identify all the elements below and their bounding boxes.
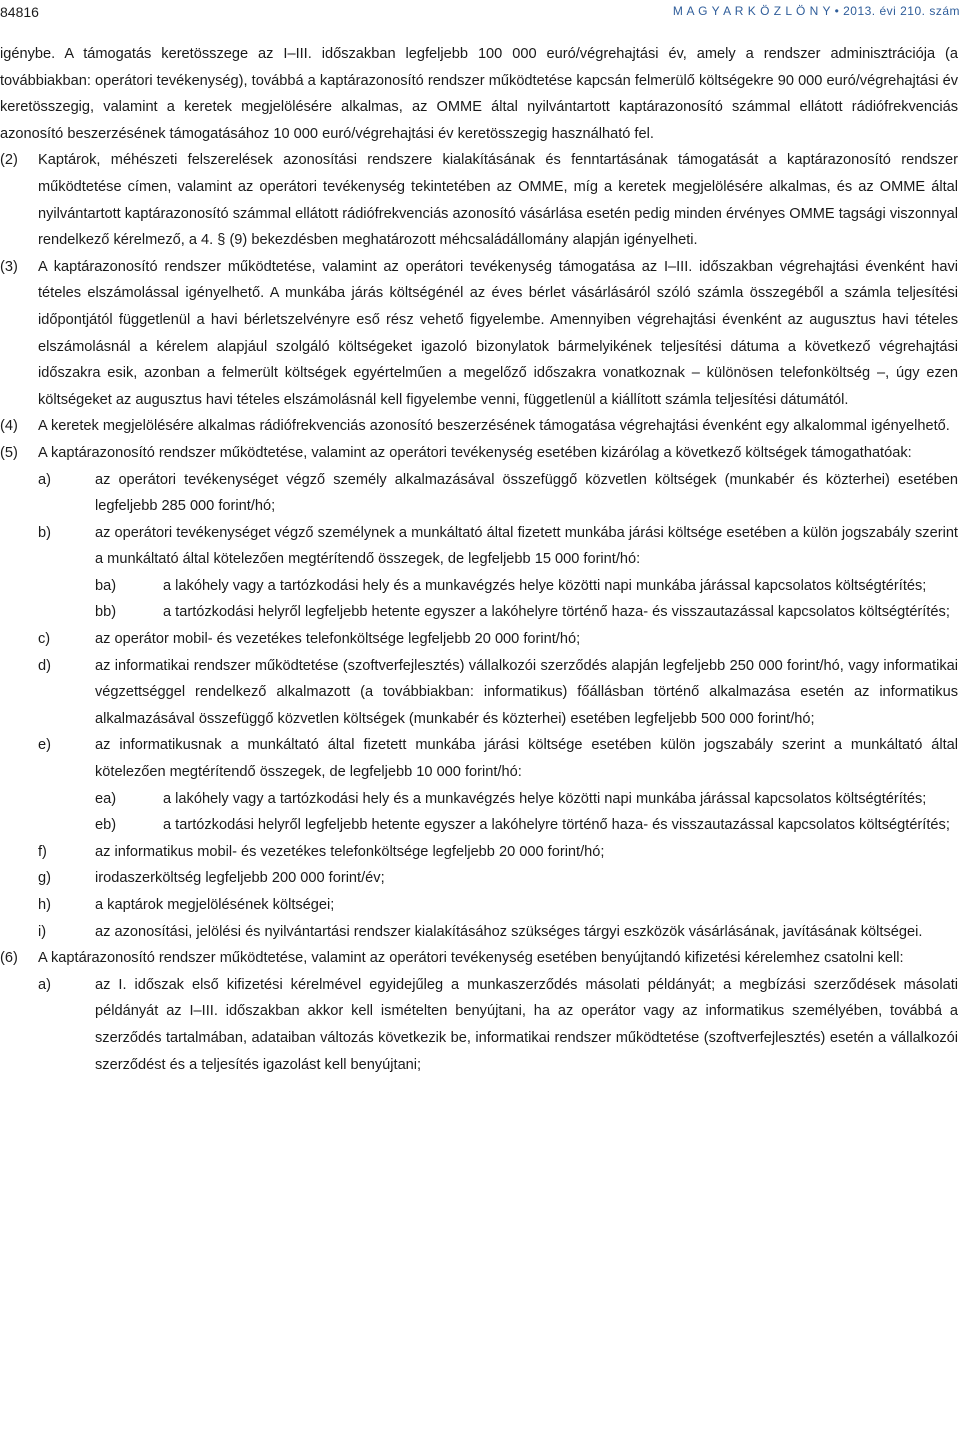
list-item-i: [0, 919, 958, 946]
intro-paragraph: igénybe. A támogatás keretösszege az I–III. időszakban legfeljebb 100 000 euró/végrehajtási év, amely a rendszer adminisztrációja (a továbbiakban: operátori tevékenység), továbbá a kaptárazonosító rendszer működtetése kapcsán felmerülő költségekre 90 000 euró/végrehajtási év keretösszegig, valamint a keretek megjelölésére alkalmas, az OMME által nyilvántartott kaptárazonosító számmal ellátott rádiófrekvenciás azonosító beszerzésének támogatásához 10 000 euró/végrehajtási év keretösszegig használható fel.: [0, 46, 958, 142]
list-text: az I. időszak első kifizetési kérelmével egyidejűleg a munkaszerződés másolati példányát; a megbízási szerződések másolati példányát az I–III. időszakban akkor kell ismételten benyújtani, ha az operátor vagy az informatikus személyében, továbbá a szerződés tartalmában, adataiban változás következik be, informatikai rendszer működtetése (szoftverfejlesztés) esetén a vállalkozói szerződést és a teljesítés igazolást kell benyújtani;: [95, 976, 958, 1073]
list-text: az informatikusnak a munkáltató által fizetett munkába járási költsége esetében külön jogszabály szerint a munkáltató által kötelezően megtérítendő összegek, de legfeljebb 10 000 forint/hó:: [95, 737, 958, 781]
list-item-a: [0, 467, 958, 520]
running-title: M A G Y A R K Ö Z L Ö N Y • 2013. évi 210. szám: [672, 4, 960, 18]
document-body: [0, 41, 958, 1078]
paragraph-number: (2): [0, 152, 18, 169]
list-item-ba: [0, 573, 958, 600]
list-text: a kaptárok megjelölésének költségei;: [95, 897, 335, 913]
list-item-d: [0, 653, 958, 733]
list-text: az operátori tevékenységet végző személy alkalmazásával összefüggő közvetlen költségek (munkabér és közterhei) esetében legfeljebb 285 000 forint/hó;: [95, 471, 958, 515]
list-text: irodaszerköltség legfeljebb 200 000 forint/év;: [95, 870, 385, 887]
list-item-e: [0, 732, 958, 785]
list-item-6a: [0, 972, 958, 1078]
list-item-f: [0, 839, 958, 866]
list-label: c): [38, 631, 51, 648]
list-label: eb): [95, 817, 117, 834]
list-label: h): [38, 897, 51, 913]
paragraph-2: [0, 147, 958, 253]
page-number: 84816: [0, 4, 39, 20]
list-item-c: [0, 626, 958, 653]
list-label: g): [38, 870, 51, 887]
paragraph-number: (5): [0, 444, 18, 461]
paragraph-number: (4): [0, 418, 18, 435]
paragraph-3: [0, 254, 958, 414]
list-label: a): [38, 471, 51, 488]
paragraph-text: A kaptárazonosító rendszer működtetése, valamint az operátori tevékenység esetében benyújtandó kifizetési kérelemhez csatolni kell:: [38, 950, 904, 967]
paragraph-text: A keretek megjelölésére alkalmas rádiófrekvenciás azonosító beszerzésének támogatása végrehajtási évenként egy alkalommal igényelhető.: [38, 418, 950, 435]
list-item-bb: [0, 599, 958, 626]
list-text: a lakóhely vagy a tartózkodási hely és a munkavégzés helye közötti napi munkába járással kapcsolatos költségtérítés;: [163, 577, 927, 594]
list-text: a tartózkodási helyről legfeljebb hetente egyszer a lakóhelyre történő haza- és visszautazással kapcsolatos költségtérítés;: [163, 604, 950, 621]
paragraph-number: (3): [0, 258, 18, 275]
list-text: az informatikus mobil- és vezetékes telefonköltsége legfeljebb 20 000 forint/hó;: [95, 843, 605, 860]
list-text: az operátori tevékenységet végző személynek a munkáltató által fizetett munkába járási költsége esetében a külön jogszabály szerint a munkáltató által kötelezően megtérítendő összegek, de legfeljebb 15 000 forint/hó:: [95, 524, 958, 568]
paragraph-5: [0, 440, 958, 467]
list-text: az operátor mobil- és vezetékes telefonköltsége legfeljebb 20 000 forint/hó;: [95, 631, 581, 648]
list-text: a tartózkodási helyről legfeljebb hetente egyszer a lakóhelyre történő haza- és visszautazással kapcsolatos költségtérítés;: [163, 817, 950, 834]
list-item-b: [0, 520, 958, 573]
list-label: i): [38, 923, 47, 940]
paragraph-6: [0, 945, 958, 972]
list-item-ea: [0, 786, 958, 813]
paragraph-text: Kaptárok, méhészeti felszerelések azonosítási rendszere kialakításának és fenntartásának támogatását a kaptárazonosító rendszer működtetése címen, valamint az operátori tevékenység tekintetében az OMME, míg a keretek megjelölésére alkalmas, és az OMME által nyilvántartott kaptárazonosító számmal ellátott rádiófrekvenciás azonosító vásárlása esetén pedig minden érvényes OMME tagsági viszonnyal rendelkező kérelmező, a 4. § (9) bekezdésben meghatározott méhcsaládállomány alapján igényelheti.: [38, 152, 958, 249]
list-item-h: [0, 892, 958, 919]
list-label: a): [38, 976, 51, 993]
list-label: e): [38, 737, 51, 754]
list-text: a lakóhely vagy a tartózkodási hely és a munkavégzés helye közötti napi munkába járással kapcsolatos költségtérítés;: [163, 790, 927, 807]
list-text: az informatikai rendszer működtetése (szoftverfejlesztés) vállalkozói szerződés alapján legfeljebb 250 000 forint/hó, vagy informatikai végzettséggel rendelkező alkalmazott (a továbbiakban: informatikus) főállásban történő alkalmazása esetén az informatikus alkalmazásával összefüggő közvetlen költségek (munkabér és közterhei) esetében legfeljebb 500 000 forint/hó;: [95, 657, 958, 727]
paragraph-4: [0, 413, 958, 440]
list-label: f): [38, 843, 47, 860]
list-label: ea): [95, 790, 117, 807]
list-text: az azonosítási, jelölési és nyilvántartási rendszer kialakításához szükséges tárgyi eszközök vásárlásának, javításának költségei.: [95, 923, 923, 940]
paragraph-number: (6): [0, 950, 18, 967]
list-label: ba): [95, 577, 117, 594]
list-item-eb: [0, 812, 958, 839]
paragraph-text: A kaptárazonosító rendszer működtetése, valamint az operátori tevékenység támogatása az I–III. időszakban végrehajtási évenként havi tételes elszámolással igényelhető. A munkába járás költségénél az éves bérlet vásárlásáról szóló számla összegéből a számla teljesítési időpontjától függetlenül a havi bérletszelvényre eső rész vehető figyelembe. Amennyiben végrehajtási évenként az augusztus havi tételes elszámolásnál a kérelem alapjául szolgáló költségeket igazoló bizonylatok bármelyikének teljesítési dátuma a következő végrehajtási időszakra esik, azonban a felmerült költségek egyértelműen a megelőző időszakra vonatkoznak – különösen telefonköltség –, úgy ezen költségeket az augusztus havi tételes elszámolásnál kell figyelembe venni, függetlenül a kiállított számla teljesítési dátumától.: [38, 258, 958, 408]
list-label: b): [38, 524, 51, 541]
list-item-g: [0, 865, 958, 892]
list-label: d): [38, 657, 51, 674]
page-header: [0, 4, 960, 24]
paragraph-text: A kaptárazonosító rendszer működtetése, valamint az operátori tevékenység esetében kizárólag a következő költségek támogathatóak:: [38, 444, 912, 461]
list-label: bb): [95, 604, 117, 621]
